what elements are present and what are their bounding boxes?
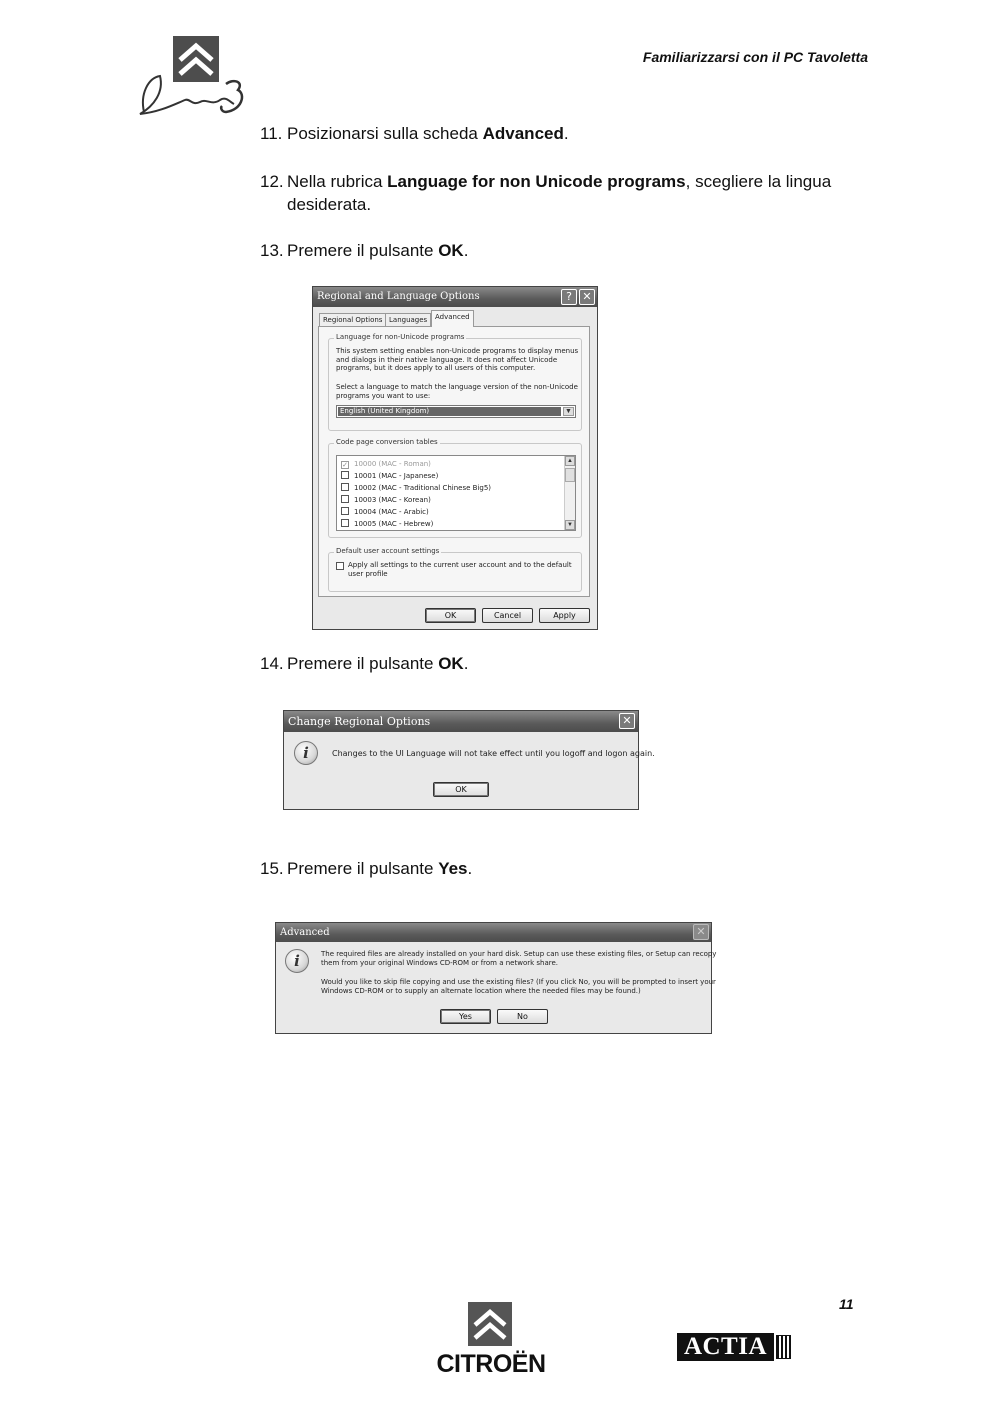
step-13 <box>260 239 840 262</box>
vertical-scrollbar[interactable] <box>564 456 575 530</box>
lexia3-logo <box>130 34 245 118</box>
cancel-button[interactable]: Cancel <box>482 608 533 623</box>
message-line: Would you like to skip file copying and use the existing files? (If you click No, you will be prompted to insert your <box>321 978 716 986</box>
close-button[interactable]: ✕ <box>693 924 709 940</box>
non-unicode-group <box>328 333 582 431</box>
actia-grid-mark <box>776 1335 791 1359</box>
label-line: Apply all settings to the current user account and to the default <box>348 561 572 569</box>
list-item[interactable] <box>341 482 491 494</box>
step-text-end: . <box>463 654 469 673</box>
checkbox-icon[interactable] <box>341 507 349 515</box>
step-keyword: Yes <box>438 859 468 878</box>
close-button[interactable]: ✕ <box>579 289 595 305</box>
description-line: This system setting enables non-Unicode programs to display menus <box>336 347 579 355</box>
step-text: Premere il pulsante <box>287 241 439 260</box>
step-keyword: OK <box>438 654 464 673</box>
select-language-label <box>336 383 580 400</box>
description-line: and dialogs in their native language. It does not affect Unicode <box>336 355 558 364</box>
citroen-chevron-logo <box>468 1302 512 1346</box>
list-item-label: 10004 (MAC - Arabic) <box>354 508 429 516</box>
ok-button[interactable]: OK <box>425 608 476 623</box>
list-item[interactable] <box>341 458 431 470</box>
message-line: them from your original Windows CD-ROM or from a network share. <box>321 958 559 967</box>
checkbox-icon[interactable] <box>341 483 349 491</box>
dialog-titlebar <box>284 711 638 732</box>
actia-wordmark: ACTIA <box>677 1333 774 1361</box>
step-15 <box>260 857 840 880</box>
dialog-title: Regional and Language Options <box>317 291 480 302</box>
checkbox-icon[interactable] <box>341 519 349 527</box>
citroen-wordmark: CITROËN <box>436 1350 546 1378</box>
code-page-listbox[interactable] <box>336 455 576 531</box>
header-title: Familiarizzarsi con il PC Tavoletta <box>642 49 868 65</box>
step-number: 12. <box>260 172 284 191</box>
step-keyword: OK <box>438 241 464 260</box>
list-item-label: 10005 (MAC - Hebrew) <box>354 520 434 528</box>
step-keyword: Language for non Unicode programs <box>387 172 686 191</box>
list-item[interactable] <box>341 506 429 518</box>
label-line: user profile <box>348 569 388 578</box>
scroll-down-icon[interactable]: ▼ <box>565 520 575 530</box>
ok-button[interactable]: OK <box>433 782 489 797</box>
message-line: Windows CD-ROM or to supply an alternate location where the needed files may be found.) <box>321 986 641 995</box>
group-label: Default user account settings <box>336 547 440 555</box>
step-text-end: , scegliere la lingua <box>685 172 832 191</box>
no-button[interactable]: No <box>497 1009 548 1024</box>
dialog-title: Advanced <box>280 927 330 938</box>
checkbox-icon[interactable] <box>341 471 349 479</box>
checkbox-icon[interactable] <box>341 495 349 503</box>
dialog-message: Changes to the UI Language will not take effect until you logoff and logon again. <box>332 749 655 758</box>
checkbox-checked-icon[interactable]: ✓ <box>342 461 348 469</box>
step-text-continued: desiderata. <box>287 195 372 214</box>
list-item[interactable] <box>341 518 433 530</box>
step-text: Posizionarsi sulla scheda <box>287 124 483 143</box>
tab-regional-options[interactable]: Regional Options <box>319 313 386 327</box>
label-line: programs you want to use: <box>336 391 431 400</box>
tab-panel-advanced <box>318 326 590 597</box>
default-user-group <box>328 547 582 592</box>
step-text-end: . <box>467 859 473 878</box>
dialog-message-1 <box>321 950 717 967</box>
dialog-titlebar <box>276 923 711 942</box>
message-line: The required files are already installed on your hard disk. Setup can use these existing files, or Setup can recopy <box>321 950 717 958</box>
advanced-dialog <box>275 922 717 1034</box>
list-item-label: 10000 (MAC - Roman) <box>354 460 431 468</box>
group-label: Language for non-Unicode programs <box>336 333 465 341</box>
page-number: 11 <box>839 1296 854 1312</box>
list-item[interactable] <box>341 494 431 506</box>
label-line: Select a language to match the language version of the non-Unicode <box>336 383 578 391</box>
apply-all-label <box>348 561 578 578</box>
code-page-group <box>328 438 582 538</box>
step-14 <box>260 652 840 675</box>
regional-language-options-dialog <box>312 286 598 630</box>
language-select-value: English (United Kingdom) <box>338 407 561 416</box>
dialog-message-2 <box>321 978 716 995</box>
list-item-label: 10002 (MAC - Traditional Chinese Big5) <box>354 484 492 492</box>
list-item-label: 10001 (MAC - Japanese) <box>354 472 439 480</box>
help-button[interactable]: ? <box>561 289 577 305</box>
info-icon: i <box>294 741 318 765</box>
apply-all-checkbox[interactable] <box>336 562 344 570</box>
apply-button[interactable]: Apply <box>539 608 590 623</box>
step-number: 11. <box>260 124 283 143</box>
actia-logo <box>677 1333 792 1361</box>
chevron-down-icon[interactable]: ▼ <box>563 407 574 416</box>
change-regional-options-dialog <box>283 710 655 810</box>
step-11 <box>260 122 840 145</box>
dialog-titlebar <box>313 287 597 307</box>
list-item[interactable] <box>341 470 438 482</box>
yes-button[interactable]: Yes <box>440 1009 491 1024</box>
step-number: 14. <box>260 654 284 673</box>
step-keyword: Advanced <box>482 124 564 143</box>
info-icon: i <box>285 949 309 973</box>
tab-advanced[interactable]: Advanced <box>431 310 474 327</box>
step-number: 13. <box>260 241 284 260</box>
step-12 <box>260 170 840 216</box>
step-text: Premere il pulsante <box>287 859 439 878</box>
step-number: 15. <box>260 859 284 878</box>
tab-languages[interactable]: Languages <box>385 313 431 327</box>
list-item-label: 10003 (MAC - Korean) <box>354 496 431 504</box>
scroll-thumb[interactable] <box>565 468 575 482</box>
step-text: Nella rubrica <box>287 172 388 191</box>
dialog-title: Change Regional Options <box>288 715 431 728</box>
group-label: Code page conversion tables <box>336 438 438 446</box>
non-unicode-description <box>336 347 580 373</box>
scroll-up-icon[interactable]: ▲ <box>565 456 575 466</box>
description-line: programs, but it does apply to all users of this computer. <box>336 364 536 372</box>
step-text: Premere il pulsante <box>287 654 439 673</box>
language-select[interactable] <box>336 405 576 418</box>
close-button[interactable]: ✕ <box>619 713 635 729</box>
step-text-end: . <box>463 241 469 260</box>
step-text-end: . <box>563 124 569 143</box>
